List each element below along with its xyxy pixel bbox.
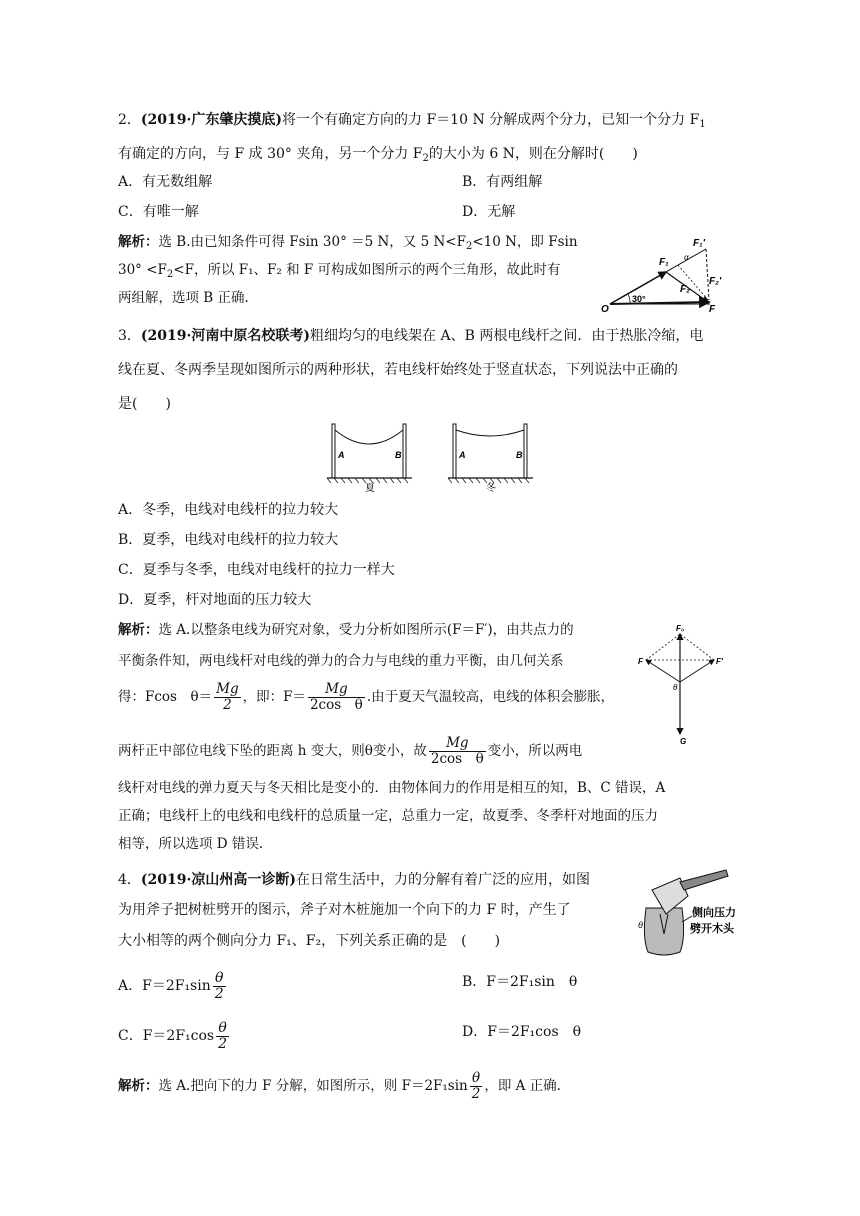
q3-analysis-line5: 线杆对电线的弹力夏天与冬天相比是变小的．由物体间力的作用是相互的知，B、C 错误，A xyxy=(118,780,666,796)
q4-source: (2019·凉山州高一诊断) xyxy=(140,872,297,888)
q4-stem-line2: 为用斧子把树桩劈开的图示，斧子对木桩施加一个向下的力 F 时，产生了 xyxy=(118,902,571,918)
q3-analysis-1: 选 A.以整条电线为研究对象，受力分析如图所示(F＝F′)，由共点力的 xyxy=(158,622,574,638)
q3-winter-label-a: A xyxy=(459,450,466,460)
q4-analysis-den: 2 xyxy=(471,1086,481,1102)
q4-option-c-num: θ xyxy=(216,1021,229,1037)
q3-analysis-line7: 相等，所以选项 D 错误. xyxy=(118,836,264,852)
q4-analysis-tail: ，即 A 正确. xyxy=(484,1078,561,1094)
q2-label-f1p: F₁' xyxy=(693,238,706,249)
q3-stem-line2: 线在夏、冬两季呈现如图所示的两种形状，若电线杆始终处于竖直状态，下列说法中正确的 xyxy=(118,362,678,378)
q4-axe-figure xyxy=(628,868,740,960)
q3-option-d: D．夏季，杆对地面的压力较大 xyxy=(118,592,312,608)
q4-stem-1: 在日常生活中，力的分解有着广泛的应用，如图 xyxy=(296,872,591,888)
q3-summer-figure xyxy=(327,424,412,494)
q3-label-fp: F′ xyxy=(716,657,723,666)
q3-frac-2 xyxy=(308,682,365,713)
q2-stem-1-sub: 1 xyxy=(699,119,706,130)
q2-analysis-label: 解析： xyxy=(118,234,159,250)
q4-option-c xyxy=(118,1014,231,1058)
q4-option-d: D．F＝2F₁cos θ xyxy=(462,1024,582,1040)
q2-analysis-2-sub: 2 xyxy=(166,269,174,280)
q2-stem-2-tail: 的大小为 6 N，则在分解时( ) xyxy=(428,146,638,162)
q3-arrow-f xyxy=(646,660,680,682)
q2-analysis-2: 30° <F xyxy=(118,262,167,278)
q3-analysis-4-pre: 两杆正中部位电线下坠的距离 h 变大，则θ变小，故 xyxy=(118,743,427,759)
q2-source: (2019·广东肇庆摸底) xyxy=(140,112,283,128)
q4-option-a-num: θ xyxy=(213,971,226,987)
q4-analysis-pre: 选 A.把向下的力 F 分解，如图所示，则 F＝2F₁sin xyxy=(158,1078,468,1094)
q4-number: 4． xyxy=(118,872,141,888)
q3-option-b: B．夏季，电线对电线杆的拉力较大 xyxy=(118,532,339,548)
q2-stem-2: 有确定的方向，与 F 成 30° 夹角，另一个分力 F xyxy=(118,146,423,162)
q4-option-c-pre: C．F＝2F₁cos xyxy=(118,1028,215,1044)
q2-number: 2． xyxy=(118,112,141,128)
q4-analysis-frac xyxy=(470,1071,483,1102)
q3-winter-caption: 冬 xyxy=(486,483,496,494)
q2-option-d: D．无解 xyxy=(462,204,516,220)
q4-analysis-label: 解析： xyxy=(118,1078,159,1094)
q3-label-f0: F₀ xyxy=(676,624,685,633)
q3-analysis-4-tail: 变小，所以两电 xyxy=(487,743,583,759)
q2-analysis-line2 xyxy=(118,260,561,285)
q4-option-c-frac xyxy=(216,1021,229,1052)
q3-stem-line1 xyxy=(118,326,703,346)
q2-option-b: B．有两组解 xyxy=(462,174,543,190)
q3-frac-3-num: Mg xyxy=(429,736,486,752)
q2-analysis-line3: 两组解，选项 B 正确. xyxy=(118,290,249,306)
q4-option-c-den: 2 xyxy=(218,1035,228,1052)
q3-analysis-line2: 平衡条件知，两电线杆对电线的弹力的合力与电线的重力平衡，由几何关系 xyxy=(118,653,564,669)
q3-number: 3． xyxy=(118,328,141,344)
q2-analysis-1-tail: <10 N，即 Fsin xyxy=(472,234,578,250)
q3-summer-caption: 夏 xyxy=(365,483,375,494)
q2-option-c: C．有唯一解 xyxy=(118,204,199,220)
q4-label-2: 劈开木头 xyxy=(690,923,734,935)
q2-line-f2p xyxy=(706,249,709,300)
q3-stem-1: 粗细均匀的电线架在 A、B 两根电线杆之间．由于热胀冷缩，电 xyxy=(310,328,704,344)
q3-frac-1-num: Mg xyxy=(216,681,239,697)
q2-stem-2-sub: 2 xyxy=(422,153,429,164)
q2-angle-arc xyxy=(628,294,630,304)
q3-stem-line3: 是( ) xyxy=(118,396,171,412)
q3-frac-2-num: Mg xyxy=(308,682,365,698)
q3-frac-3-den: 2cos θ xyxy=(430,751,484,767)
q4-stem-line1 xyxy=(118,870,590,890)
q4-label-1: 侧向压力 xyxy=(692,907,736,919)
q3-analysis-line3 xyxy=(118,682,614,713)
q2-label-f1: F₁ xyxy=(659,257,669,268)
q3-winter-figure xyxy=(448,424,533,494)
q2-stem-line1 xyxy=(118,110,706,135)
q3-frac-2-den: 2cos θ xyxy=(309,697,363,713)
q4-analysis-line xyxy=(118,1064,561,1108)
q4-label-theta: θ xyxy=(638,920,643,930)
q4-analysis-num: θ xyxy=(470,1071,483,1087)
q3-analysis-3-mid: ，即：F＝ xyxy=(242,689,306,705)
q2-stem-line2 xyxy=(118,144,638,169)
q3-pole-diagram xyxy=(322,418,542,494)
q4-option-a-den: 2 xyxy=(214,985,224,1002)
q2-label-alpha: α xyxy=(684,253,689,262)
q3-winter-label-b: B xyxy=(516,450,523,460)
q2-label-f: F xyxy=(709,304,716,315)
q2-label-o: O xyxy=(601,304,609,315)
q2-analysis-2-tail: <F，所以 F₁、F₂ 和 F 可构成如图所示的两个三角形，故此时有 xyxy=(173,262,561,278)
q2-label-f2: F₂ xyxy=(680,284,690,295)
q3-summer-label-b: B xyxy=(395,450,402,460)
q3-arrow-fp xyxy=(680,660,714,682)
q3-analysis-line1 xyxy=(118,620,574,640)
q3-summer-label-a: A xyxy=(338,450,345,460)
q3-force-diagram xyxy=(636,620,736,746)
q3-option-c: C．夏季与冬季，电线对电线杆的拉力一样大 xyxy=(118,562,395,578)
q2-analysis-1-sub: 2 xyxy=(465,241,473,252)
q4-option-b: B．F＝2F₁sin θ xyxy=(462,974,578,990)
q3-analysis-line6: 正确；电线杆上的电线和电线杆的总质量一定，总重力一定，故夏季、冬季杆对地面的压力 xyxy=(118,808,658,824)
q3-analysis-line4 xyxy=(118,736,582,767)
q3-analysis-3-tail: .由于夏天气温较高，电线的体积会膨胀， xyxy=(366,689,615,705)
q3-option-a: A．冬季，电线对电线杆的拉力较大 xyxy=(118,502,339,518)
q4-stem-line3: 大小相等的两个侧向分力 F₁、F₂，下列关系正确的是 ( ) xyxy=(118,933,501,949)
q2-option-a: A．有无数组解 xyxy=(118,174,213,190)
q3-label-f: F xyxy=(638,657,643,666)
q4-option-a xyxy=(118,964,228,1008)
q4-option-a-frac xyxy=(213,971,226,1002)
q2-analysis-line1 xyxy=(118,232,578,257)
q3-frac-1 xyxy=(214,682,240,713)
q4-option-a-pre: A．F＝2F₁sin xyxy=(118,978,211,994)
q3-source: (2019·河南中原名校联考) xyxy=(140,328,311,344)
q2-line-f1p xyxy=(610,249,706,304)
q3-frac-3 xyxy=(429,736,486,767)
q2-stem-1: 将一个有确定方向的力 F＝10 N 分解成两个分力，已知一个分力 F xyxy=(282,112,700,128)
q2-label-f2p: F₂' xyxy=(709,276,722,287)
q3-frac-1-den: 2 xyxy=(223,697,232,713)
q3-label-g: G xyxy=(680,737,687,746)
q2-label-angle: 30° xyxy=(632,294,646,304)
q3-analysis-3-pre: 得：Fcos θ＝ xyxy=(118,689,213,705)
q2-analysis-1: 选 B.由已知条件可得 Fsin 30° ＝5 N，又 5 N<F xyxy=(158,234,466,250)
q2-force-diagram xyxy=(598,232,738,316)
q3-analysis-label: 解析： xyxy=(118,622,159,638)
q3-label-theta: θ xyxy=(673,683,678,692)
